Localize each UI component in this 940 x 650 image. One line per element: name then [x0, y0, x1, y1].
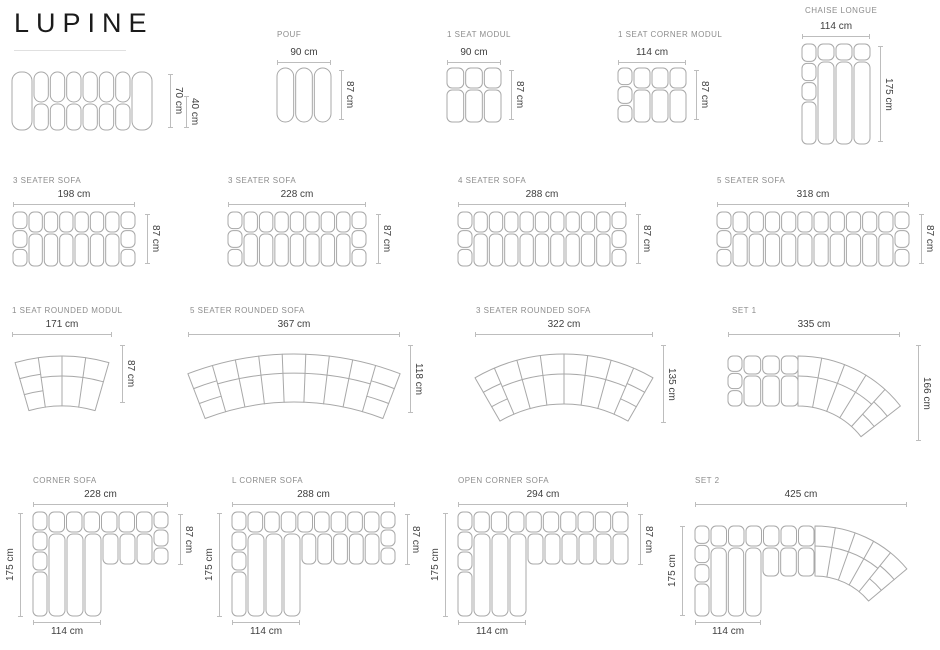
dimension-height: 166 cm: [921, 376, 932, 410]
diagram-label: SET 2: [695, 476, 720, 485]
diagram-label: 5 SEATER ROUNDED SOFA: [190, 306, 305, 315]
dimension-line: [180, 514, 181, 565]
diagram-label: 5 SEATER SOFA: [717, 176, 786, 185]
dimension-line: [458, 622, 526, 623]
dimension-height: 87 cm: [125, 360, 136, 388]
dimension-seat-height: 40 cm: [189, 98, 200, 126]
dimension-line: [228, 204, 366, 205]
dimension-line: [802, 36, 870, 37]
dimension-width: 90 cm: [290, 47, 318, 58]
dimension-line: [696, 70, 697, 120]
dimension-width: 294 cm: [526, 489, 560, 500]
diagram-label: 1 SEAT MODUL: [447, 30, 511, 39]
pouf-drawing: [277, 68, 331, 122]
dimension-line: [638, 214, 639, 264]
dimension-height: 87 cm: [150, 225, 161, 253]
diagram-label: CHAISE LONGUE: [805, 6, 878, 15]
dimension-line: [458, 504, 628, 505]
dimension-total-height: 70 cm: [173, 87, 184, 115]
one-seat-corner-modul-drawing: [618, 68, 686, 122]
dimension-height: 118 cm: [413, 362, 424, 396]
dimension-line: [378, 214, 379, 264]
dimension-depth: 175 cm: [204, 548, 215, 582]
dimension-line: [682, 526, 683, 616]
dimension-chaise-width: 114 cm: [475, 626, 509, 637]
dimension-height: 87 cm: [410, 525, 421, 554]
dimension-line: [232, 504, 395, 505]
diagram-label: POUF: [277, 30, 302, 39]
dimension-line: [33, 622, 101, 623]
dimension-line: [695, 504, 907, 505]
dimension-width: 322 cm: [547, 319, 581, 330]
dimension-width: 114 cm: [635, 47, 669, 58]
dimension-width: 114 cm: [819, 21, 853, 32]
dimension-height: 87 cm: [344, 81, 355, 109]
dimension-width: 288 cm: [525, 189, 559, 200]
dimension-depth: 175 cm: [5, 548, 16, 582]
brand-underline: [14, 50, 126, 51]
dimension-chaise-width: 114 cm: [249, 626, 283, 637]
set-1-drawing: [728, 342, 900, 444]
diagram-label: L CORNER SOFA: [232, 476, 304, 485]
dimension-height: 135 cm: [666, 367, 677, 401]
dimension-height: 87 cm: [643, 525, 654, 554]
three-seater-sofa-198-drawing: [13, 212, 135, 266]
dimension-line: [20, 513, 21, 617]
one-seat-modul-drawing: [447, 68, 501, 122]
dimension-line: [341, 70, 342, 120]
one-seat-rounded-modul-drawing: [12, 342, 112, 414]
dimension-height: 175 cm: [883, 77, 894, 111]
five-seater-sofa-drawing: [717, 212, 909, 266]
dimension-width: 228 cm: [84, 489, 117, 500]
diagram-label: SET 1: [732, 306, 757, 315]
dimension-line: [618, 62, 686, 63]
three-seater-sofa-228-drawing: [228, 212, 366, 266]
chaise-longue-drawing: [802, 44, 870, 144]
dimension-width: 367 cm: [277, 319, 311, 330]
dimension-width: 198 cm: [57, 189, 91, 200]
dimension-line: [880, 46, 881, 142]
dimension-line: [13, 204, 135, 205]
diagram-label: 3 SEATER SOFA: [228, 176, 297, 185]
dimension-line: [12, 334, 112, 335]
diagram-label: 1 SEAT ROUNDED MODUL: [12, 306, 123, 315]
dimension-width: 90 cm: [460, 47, 488, 58]
dimension-line: [219, 513, 220, 617]
corner-sofa-drawing: [33, 512, 168, 622]
four-seater-sofa-drawing: [458, 212, 626, 266]
dimension-line: [122, 345, 123, 403]
dimension-line: [640, 514, 641, 565]
dimension-line: [717, 204, 909, 205]
dimension-line: [458, 204, 626, 205]
dimension-line: [695, 622, 761, 623]
dimension-height: 87 cm: [514, 81, 525, 109]
dimension-width: 425 cm: [784, 489, 818, 500]
dimension-width: 288 cm: [297, 489, 330, 500]
dimension-width: 228 cm: [280, 189, 314, 200]
dimension-height: 87 cm: [641, 225, 652, 253]
dimension-height: 87 cm: [381, 225, 392, 253]
dimension-line: [186, 96, 187, 128]
dimension-line: [232, 622, 300, 623]
dimension-width: 335 cm: [797, 319, 831, 330]
dimension-line: [445, 513, 446, 617]
brand-title: LUPINE: [14, 8, 154, 38]
sofa-front-view-drawing: [12, 72, 152, 130]
diagram-label: OPEN CORNER SOFA: [458, 476, 550, 485]
dimension-line: [33, 504, 168, 505]
dimension-height: 87 cm: [183, 525, 194, 554]
dimension-line: [918, 345, 919, 441]
dimension-line: [921, 214, 922, 264]
dimension-line: [511, 70, 512, 120]
dimension-width: 171 cm: [45, 319, 79, 330]
dimension-line: [410, 345, 411, 413]
dimension-line: [407, 514, 408, 565]
diagram-label: 3 SEATER ROUNDED SOFA: [476, 306, 591, 315]
dimension-chaise-width: 114 cm: [50, 626, 84, 637]
dimension-line: [147, 214, 148, 264]
dimension-depth: 175 cm: [667, 554, 678, 588]
dimension-line: [475, 334, 653, 335]
dimension-line: [663, 345, 664, 423]
diagram-label: 1 SEAT CORNER MODUL: [618, 30, 723, 39]
dimension-width: 318 cm: [796, 189, 830, 200]
dimension-line: [447, 62, 501, 63]
open-corner-sofa-drawing: [458, 512, 628, 622]
dimension-line: [277, 62, 331, 63]
set-2-drawing: [695, 512, 907, 622]
dimension-chaise-width: 114 cm: [711, 626, 745, 637]
dimension-line: [170, 74, 171, 128]
diagram-label: CORNER SOFA: [33, 476, 97, 485]
dimension-line: [728, 334, 900, 335]
dimension-height: 87 cm: [924, 225, 935, 253]
diagram-label: 4 SEATER SOFA: [458, 176, 527, 185]
dimension-line: [188, 334, 400, 335]
five-seater-rounded-sofa-drawing: [188, 342, 400, 422]
three-seater-rounded-sofa-drawing: [475, 342, 653, 426]
dimension-height: 87 cm: [699, 81, 710, 109]
l-corner-sofa-drawing: [232, 512, 395, 622]
diagram-label: 3 SEATER SOFA: [13, 176, 82, 185]
dimension-depth: 175 cm: [430, 548, 441, 582]
